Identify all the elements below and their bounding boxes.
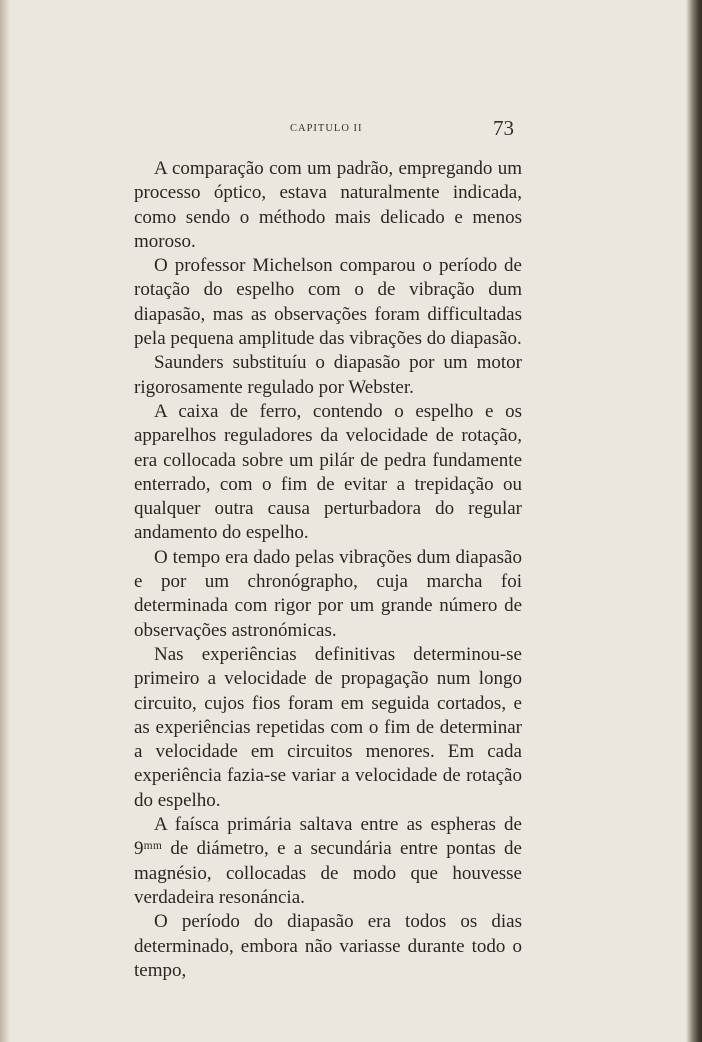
paragraph: A comparação com um padrão, empregando um processo óptico, estava naturalmente indicada, como sendo o méthodo mais delicado e menos moroso. (134, 158, 522, 252)
page-header (134, 116, 514, 146)
running-head: CAPITULO II (290, 123, 363, 134)
page-number: 73 (493, 116, 514, 140)
paragraph: O tempo era dado pelas vibrações dum diapasão e por um chronógrapho, cuja marcha foi determinada com rigor por um grande número de observações astronómicas. (134, 546, 522, 641)
paragraph: Saunders substituíu o diapasão por um motor rigorosamente regulado por Webster. (134, 352, 522, 398)
body-text (134, 157, 522, 983)
paragraph: A faísca primária saltava entre as espheras de 9ᵐᵐ de diámetro, e a secundária entre pontas de magnésio, collocadas de modo que houvesse verdadeira resonáncia. (134, 814, 522, 908)
page-edge-right (686, 0, 702, 1042)
page-gutter-left (0, 0, 10, 1042)
paragraph: O professor Michelson comparou o período de rotação do espelho com o de vibração dum diapasão, mas as observações foram difficultadas pela pequena amplitude das vibrações do diapasão. (134, 255, 522, 350)
paragraph: Nas experiências definitivas determinou-se primeiro a velocidade de propagação num longo circuito, cujos fios foram em seguida cortados, e as experiências repetidas com o fim de determinar a velocidade em circuitos menores. Em cada experiência fazia-se variar a velocidade de rotação do espelho. (134, 643, 522, 811)
paragraph: A caixa de ferro, contendo o espelho e os apparelhos reguladores da velocidade de rotação, era collocada sobre um pilár de pedra fundamente enterrado, com o fim de evitar a trepidação ou qualquer outra causa perturbadora do regular andamento do espelho. (134, 400, 522, 544)
paragraph: O período do diapasão era todos os dias determinado, embora não variasse durante todo o tempo, (134, 911, 522, 981)
